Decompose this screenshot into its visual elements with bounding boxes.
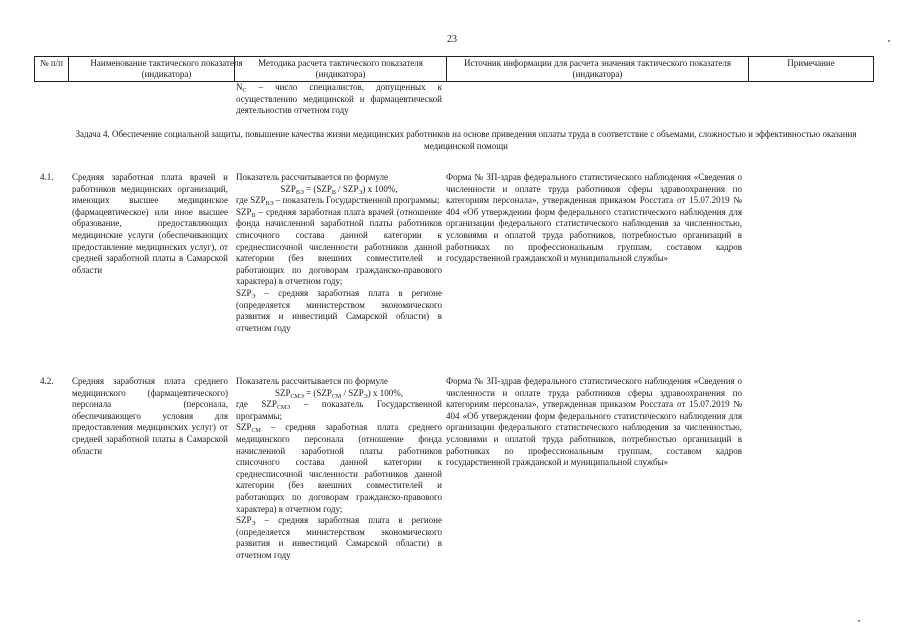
header-note: Примечание (748, 57, 874, 81)
information-source: Форма № ЗП-здрав федерального статистического наблюдения «Сведения о численности и оплате труда работников сферы здравоохранения по категориям персонала», утвержденная приказом Росстата от 15.07.2019 № 404 «Об утверждении форм федерального статистического наблюдения для организации федерального статистического наблюдения за численностью, условиями и оплатой труда работников, потребностью организаций в работниках по профессиональным группам, составом кадров государственной гражданской и муниципальной службы» (446, 172, 742, 264)
row-number: 4.2. (40, 376, 54, 386)
header-name: Наименование тактического показателя (индикатора) (68, 57, 264, 81)
information-source: Форма № ЗП-здрав федерального статистического наблюдения «Сведения о численности и оплате труда работников сферы здравоохранения по категориям персонала», утвержденная приказом Росстата от 15.07.2019 № 404 «Об утверждении форм федерального статистического наблюдения для организации федерального статистического наблюдения за численностью, условиями и оплатой труда работников, потребностью организаций в работниках по профессиональным группам, составом кадров государственной гражданской и муниципальной службы» (446, 376, 742, 468)
scan-speck (888, 40, 890, 42)
continuation-text: $N_С$ – число специалистов, допущенных к осуществлению медицинской и фармацевтической деятельностив отчетном году (236, 82, 442, 116)
formula: $SZP_{ВЭ} = (SZP_В / SZP_Э)$ x 100%, (280, 183, 398, 196)
indicator-name: Средняя заработная плата среднего медицинского (фармацевтического) персонала (персонала, обеспечивающего условия для предоставления медицинских услуг) от средней заработной платы в Самарской области (72, 376, 228, 456)
row-number: 4.1. (40, 172, 54, 182)
page-number: 23 (447, 34, 457, 45)
table-header (34, 56, 874, 82)
header-method: Методика расчета тактического показателя (индикатора) (234, 57, 446, 81)
scan-speck (858, 620, 860, 622)
indicator-name: Средняя заработная плата врачей и работников медицинских организаций, имеющих высшее медицинское (фармацевтическое) или иное высшее образование, предоставляющих медицинские услуги (обеспечивающих предоставление медицинских услуг), от средней заработной платы в Самарской области (72, 172, 228, 275)
header-source: Источник информации для расчета значения тактического показателя (индикатора) (446, 57, 748, 81)
calculation-method: Показатель рассчитывается по формуле $SZP_{ВЭ} = (SZP_В / SZP_Э)$ x 100%, где $SZP_{ВЭ}$ – показатель Государственной программы; $SZP_В$ – средняя заработная плата врачей (отношение фонда начисленной заработной платы работников списочного состава данной категории к среднесписочной численности работников данной категории (без внешних совместителей и работающих по договорам гражданско-правового характера) в отчетном году; $SZP_Э$ – средняя заработная плата в регионе (определяется министерством экономического развития и инвестиций Самарской области) в отчетном году (236, 172, 442, 333)
formula: $SZP_{СМЭ} = (SZP_{СМ} / SZP_Э)$ x 100%, (275, 387, 403, 400)
task-heading: Задача 4. Обеспечение социальной защиты, повышение качества жизни медицинских работников на основе приведения оплаты труда в соответствие с объемами, сложностью и эффективностью оказания медицинской помощи (75, 129, 857, 151)
header-num: № п/п (34, 57, 68, 81)
calculation-method: Показатель рассчитывается по формуле $SZP_{СМЭ} = (SZP_{СМ} / SZP_Э)$ x 100%, где $SZP_{СМЭ}$ – показатель Государственной программы; $SZP_{СМ}$ – средняя заработная плата среднего медицинского персонала (отношение фонда начисленной заработной платы работников списочного состава данной категории к среднесписочной численности работников данной категории (без внешних совместителей и работающих по договорам гражданско-правового характера) в отчетном году; $SZP_Э$ – средняя заработная плата в регионе (определяется министерством экономического развития и инвестиций Самарской области) в отчетном году (236, 376, 442, 560)
